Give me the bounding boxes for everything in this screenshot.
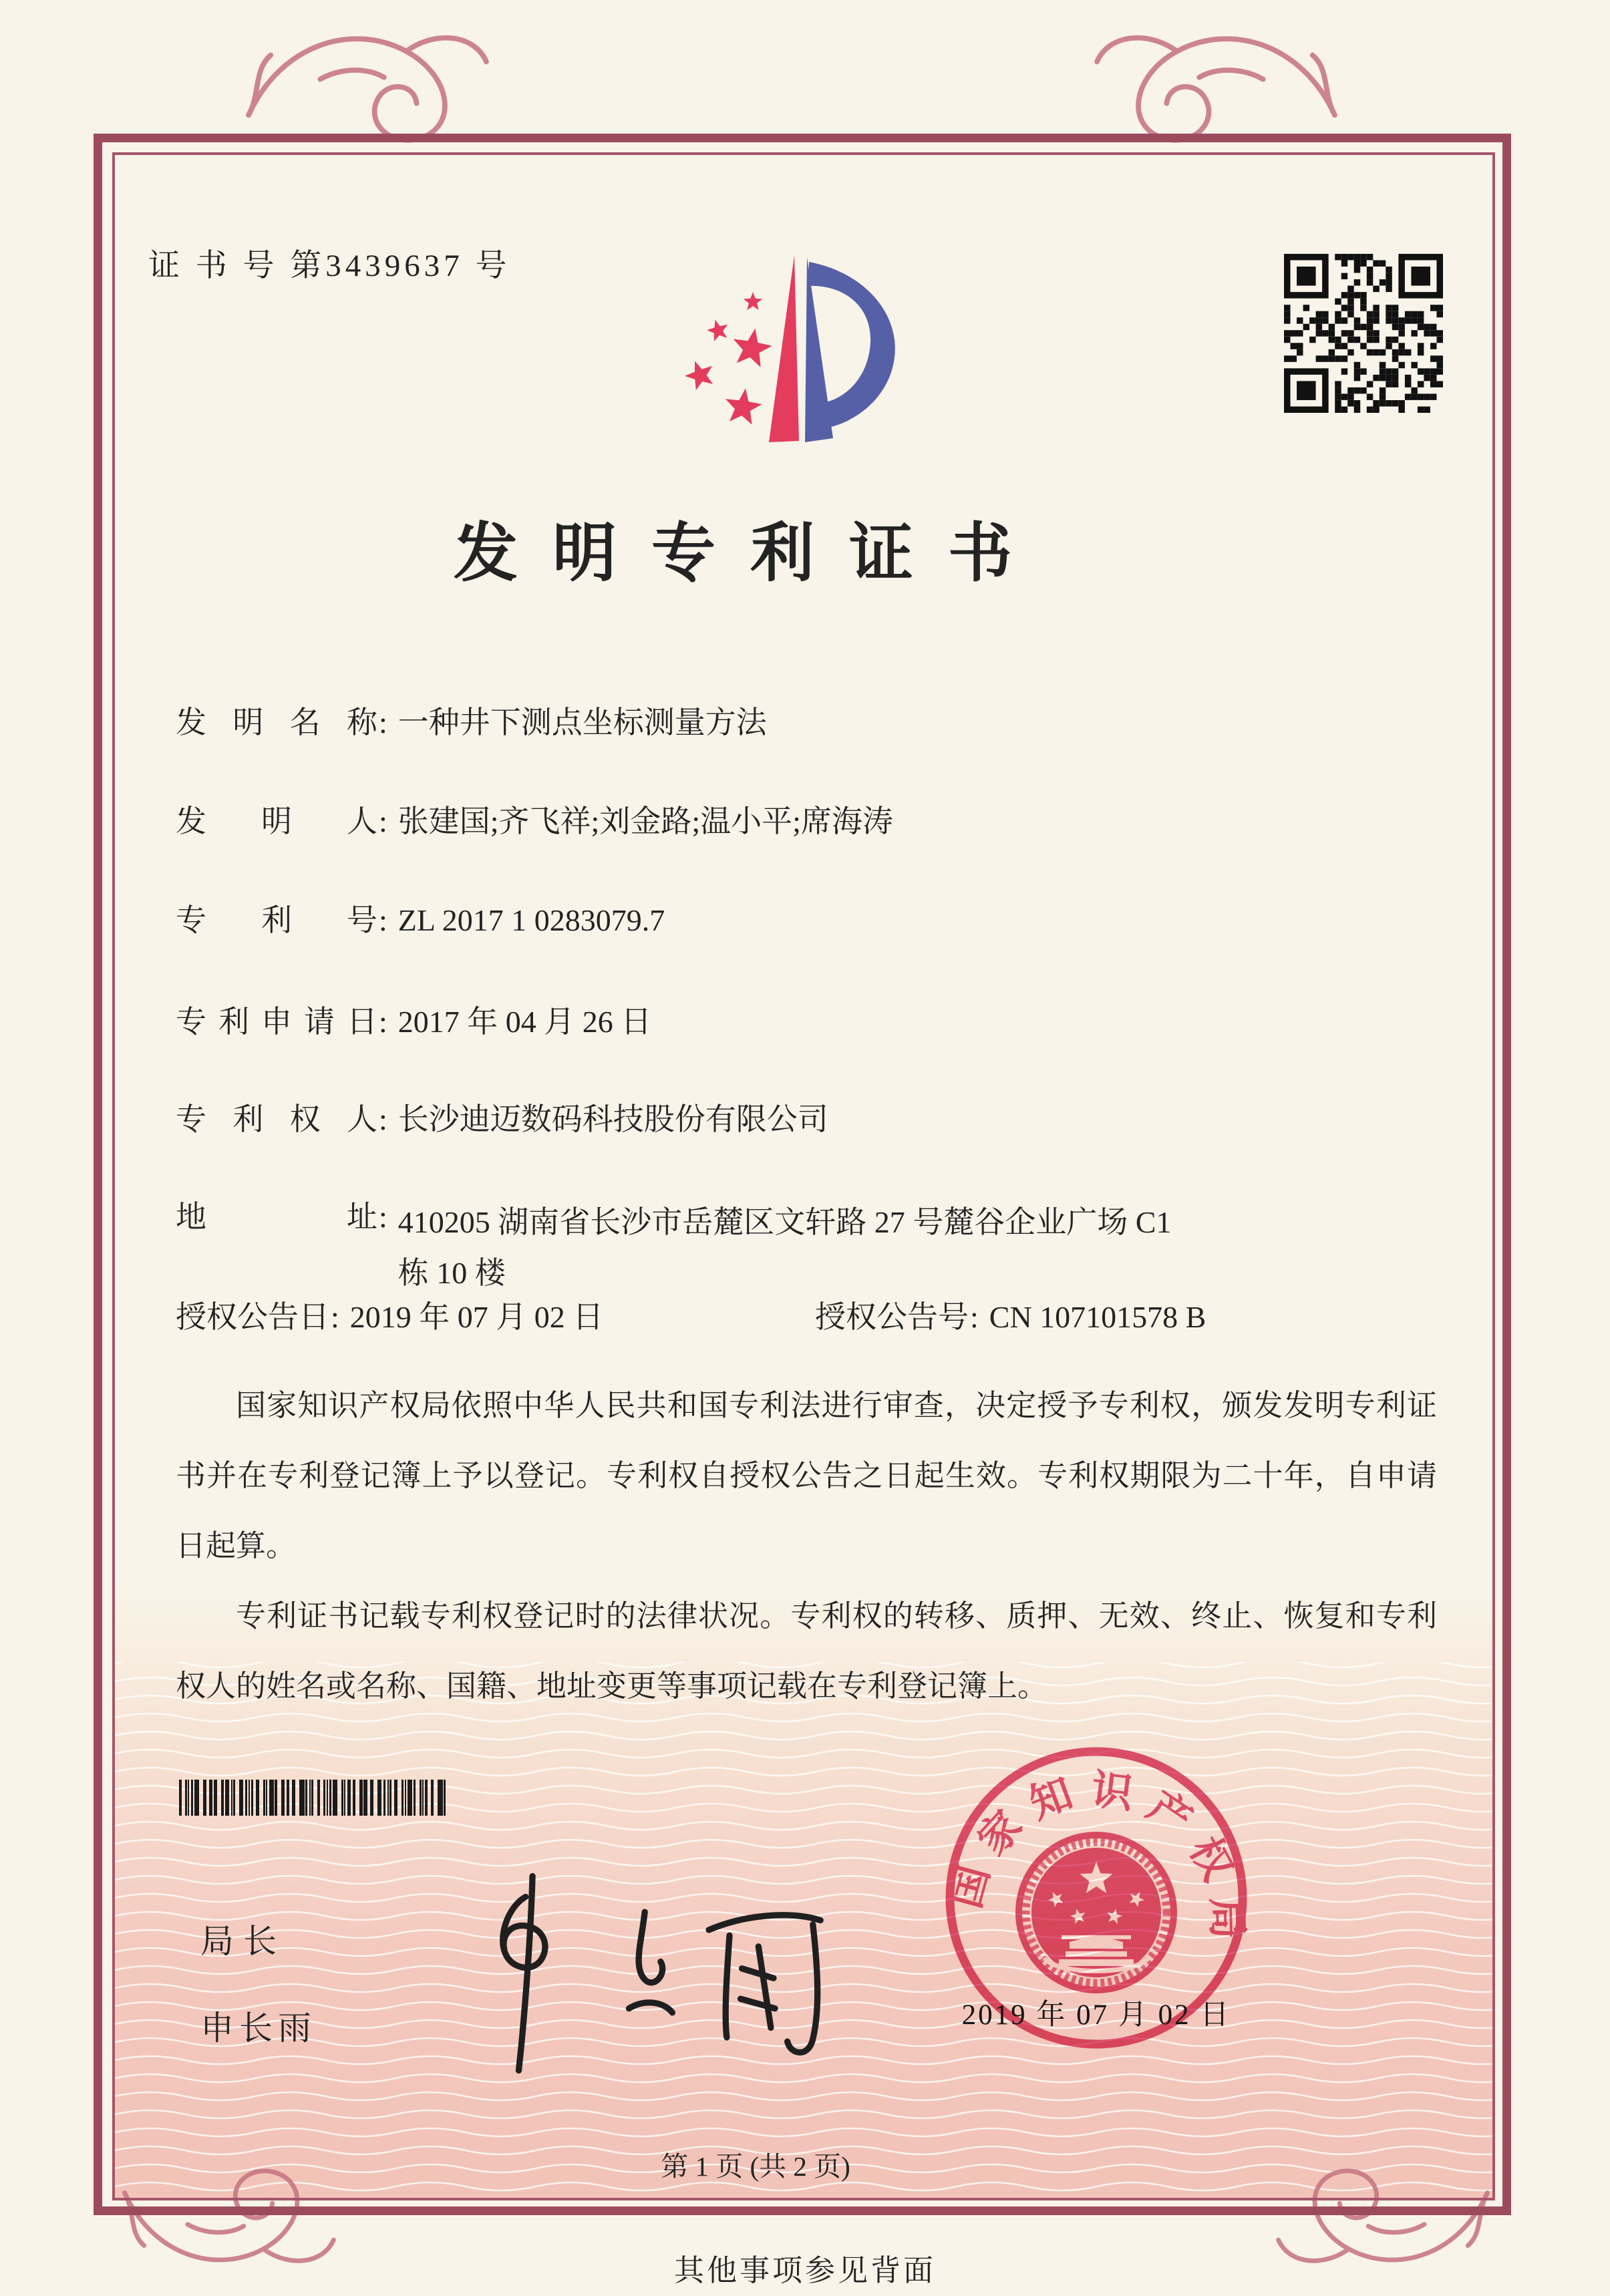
field-row-address xyxy=(176,1197,1445,1299)
certificate-number: 证 书 号 第3439637 号 xyxy=(148,249,511,283)
colon: : xyxy=(379,1005,387,1039)
legal-paragraph-2: 专利证书记载专利权登记时的法律状况。专利权的转移、质押、无效、终止、恢复和专利权人的姓名或名称、国籍、地址变更等事项记载在专利登记簿上。 xyxy=(176,1599,1437,1703)
field-row-filing-date xyxy=(176,1002,1445,1042)
barcode xyxy=(179,1780,448,1816)
field-label: 地址 xyxy=(176,1200,377,1234)
field-value: 2017 年 04 月 26 日 xyxy=(397,1005,652,1039)
colon: : xyxy=(379,804,387,838)
grant-number-value: CN 107101578 B xyxy=(989,1300,1206,1334)
field-label: 专利权人 xyxy=(176,1102,377,1136)
legal-text xyxy=(176,1371,1437,1721)
field-row-grant xyxy=(176,1297,1445,1337)
qr-code xyxy=(1284,254,1443,413)
field-value: 一种井下测点坐标测量方法 xyxy=(397,705,767,740)
seal-date: 2019 年 07 月 02 日 xyxy=(961,1999,1231,2031)
colon: : xyxy=(379,1200,387,1234)
grant-date-value: 2019 年 07 月 02 日 xyxy=(349,1300,604,1334)
field-row-patent-number xyxy=(176,900,1445,941)
certificate-title: 发明专利证书 xyxy=(454,518,1047,589)
director-signature xyxy=(434,1864,848,2084)
grant-date-label: 授权公告日 xyxy=(176,1300,329,1334)
back-side-note: 其他事项参见背面 xyxy=(673,2254,936,2287)
seal-agency-text: 国家知识产权局 xyxy=(943,1767,1250,1940)
field-label: 发明名称 xyxy=(176,705,377,740)
colon: : xyxy=(379,705,387,740)
field-value: 长沙迪迈数码科技股份有限公司 xyxy=(397,1102,828,1136)
address-line-2: 栋 10 楼 xyxy=(397,1256,506,1290)
field-value: ZL 2017 1 0283079.7 xyxy=(397,903,665,937)
field-row-patentee xyxy=(176,1100,1445,1140)
director-title-label: 局长 xyxy=(200,1923,286,1960)
field-label: 发明人 xyxy=(176,804,377,838)
national-emblem-icon xyxy=(1019,1835,1174,1990)
address-line-1: 410205 湖南省长沙市岳麓区文轩路 27 号麓谷企业广场 C1 xyxy=(397,1205,1172,1239)
field-value: 张建国;齐飞祥;刘金路;温小平;席海涛 xyxy=(397,804,893,838)
top-left-flourish-icon xyxy=(240,17,494,148)
grant-number-label: 授权公告号 xyxy=(815,1300,969,1334)
field-label: 专利申请日 xyxy=(176,1005,377,1039)
legal-paragraph-1: 国家知识产权局依照中华人民共和国专利法进行审查，决定授予专利权，颁发发明专利证书并在专利登记簿上予以登记。专利权自授权公告之日起生效。专利权期限为二十年，自申请日起算。 xyxy=(176,1389,1437,1563)
colon: : xyxy=(331,1300,339,1334)
director-name: 申长雨 xyxy=(200,2009,317,2047)
top-right-flourish-icon xyxy=(1089,17,1343,148)
field-label: 专利号 xyxy=(176,903,377,937)
field-row-inventors xyxy=(176,802,1445,842)
colon: : xyxy=(970,1300,979,1334)
cnipa-logo-icon xyxy=(678,220,902,468)
colon: : xyxy=(379,903,387,937)
field-value xyxy=(398,1197,1387,1299)
page-number: 第 1 页 (共 2 页) xyxy=(661,2151,850,2182)
colon: : xyxy=(379,1102,387,1136)
field-row-invention-name xyxy=(176,703,1445,743)
